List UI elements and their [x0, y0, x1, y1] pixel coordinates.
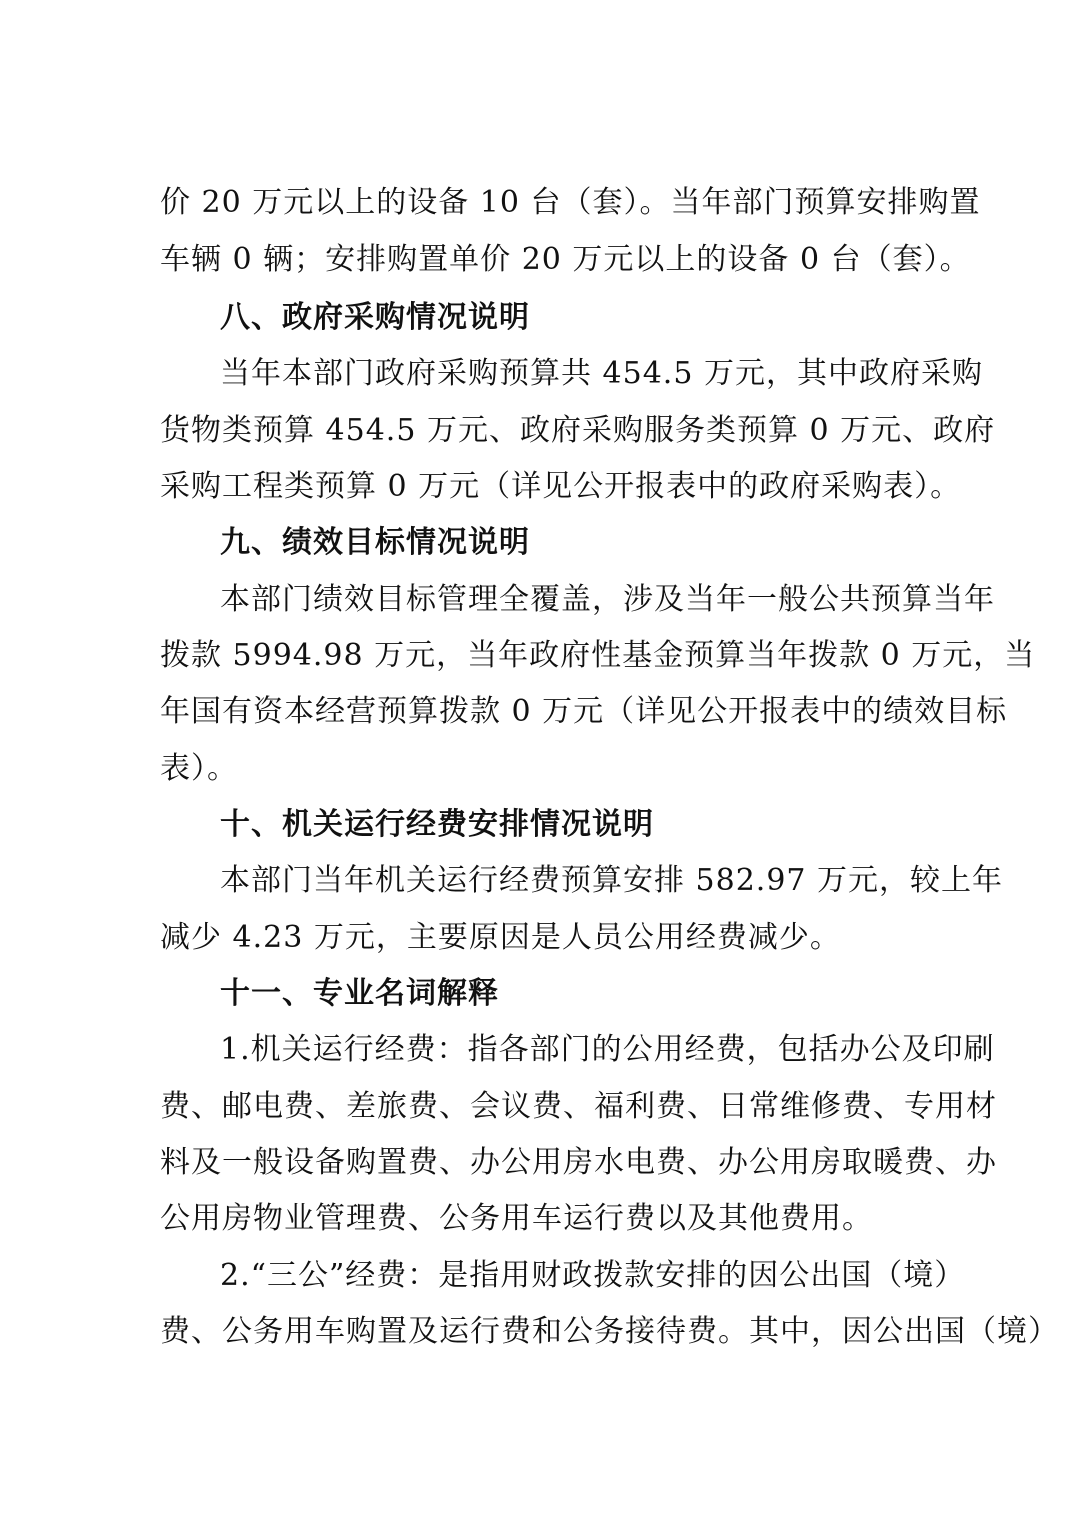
paragraph-line: 料及一般设备购置费、办公用房水电费、办公用房取暖费、办 — [160, 1145, 997, 1180]
section-heading: 九、绩效目标情况说明 — [220, 525, 530, 560]
section-heading: 八、政府采购情况说明 — [220, 300, 530, 335]
paragraph-line: 减少 4.23 万元，主要原因是人员公用经费减少。 — [160, 920, 841, 955]
paragraph-line: 本部门绩效目标管理全覆盖，涉及当年一般公共预算当年 — [220, 582, 995, 617]
paragraph-line: 本部门当年机关运行经费预算安排 582.97 万元，较上年 — [220, 863, 1004, 898]
paragraph-line: 当年本部门政府采购预算共 454.5 万元，其中政府采购 — [220, 356, 983, 391]
paragraph-line: 费、公务用车购置及运行费和公务接待费。其中，因公出国（境） — [160, 1314, 1059, 1349]
section-heading: 十、机关运行经费安排情况说明 — [220, 807, 654, 842]
section-heading: 十一、专业名词解释 — [220, 976, 499, 1011]
paragraph-line: 车辆 0 辆；安排购置单价 20 万元以上的设备 0 台（套）。 — [160, 242, 971, 277]
paragraph-line: 采购工程类预算 0 万元（详见公开报表中的政府采购表）。 — [160, 469, 962, 504]
paragraph-line: 货物类预算 454.5 万元、政府采购服务类预算 0 万元、政府 — [160, 413, 996, 448]
paragraph-line: 公用房物业管理费、公务用车运行费以及其他费用。 — [160, 1201, 873, 1236]
paragraph-line: 1.机关运行经费：指各部门的公用经费，包括办公及印刷 — [220, 1032, 995, 1067]
paragraph-line: 价 20 万元以上的设备 10 台（套）。当年部门预算安排购置 — [160, 185, 981, 220]
paragraph-line: 拨款 5994.98 万元，当年政府性基金预算当年拨款 0 万元，当 — [160, 638, 1036, 673]
paragraph-line: 表）。 — [160, 751, 238, 786]
paragraph-line: 费、邮电费、差旅费、会议费、福利费、日常维修费、专用材 — [160, 1089, 997, 1124]
paragraph-line: 年国有资本经营预算拨款 0 万元（详见公开报表中的绩效目标 — [160, 694, 1008, 729]
paragraph-line: 2.“三公”经费：是指用财政拨款安排的因公出国（境） — [220, 1258, 966, 1293]
